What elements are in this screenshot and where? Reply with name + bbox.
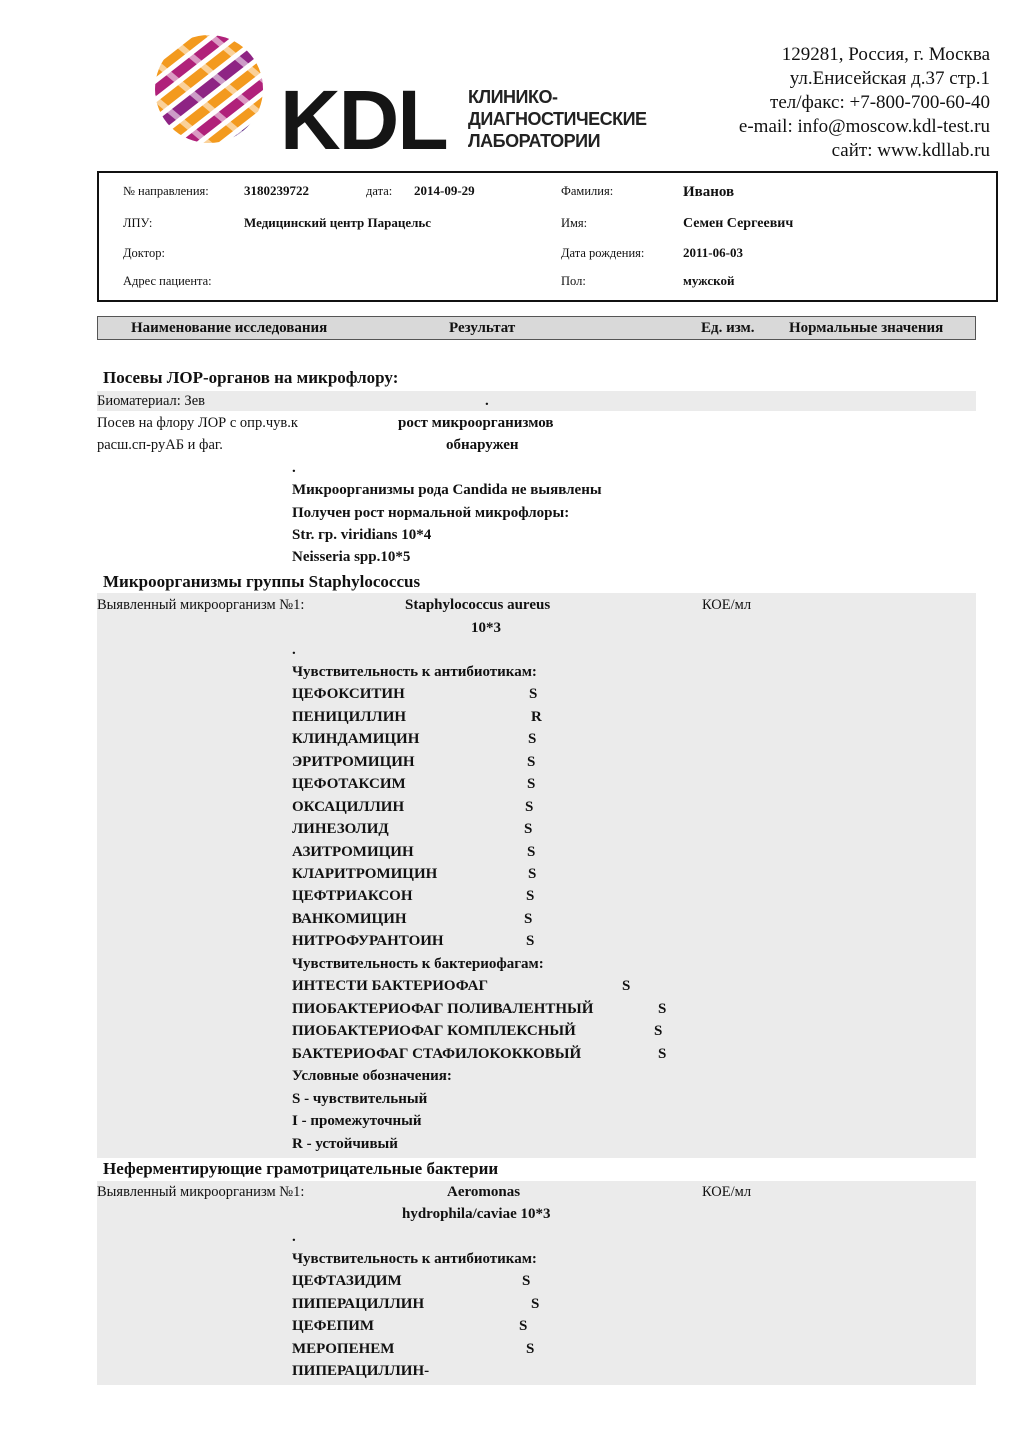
- staph-organism-label: Выявленный микроорганизм №1:: [97, 597, 305, 613]
- phage-name: ПИОБАКТЕРИОФАГ ПОЛИВАЛЕНТНЫЙ: [292, 1001, 594, 1017]
- aeromonas-organism-line-2: hydrophila/caviae 10*3: [402, 1206, 551, 1222]
- antibiotic-name: ПИПЕРАЦИЛЛИН-: [292, 1363, 430, 1379]
- patient-info-box: [97, 171, 998, 302]
- section-title-lor: Посевы ЛОР-органов на микрофлору:: [103, 368, 399, 387]
- birth-label: Дата рождения:: [561, 246, 645, 260]
- sex-value: мужской: [683, 273, 735, 288]
- antibiotic-value: S: [528, 731, 537, 747]
- test-result-line-1: рост микроорганизмов: [398, 415, 554, 431]
- logo-subtitle-2: ДИАГНОСТИЧЕСКИЕ: [468, 109, 647, 129]
- kdl-logo-icon: [154, 34, 264, 144]
- staph-organism-line-1: Staphylococcus aureus: [405, 597, 551, 613]
- section1-line: Микроорганизмы рода Candida не выявлены: [292, 482, 602, 498]
- antibiotic-name: НИТРОФУРАНТОИН: [292, 933, 444, 949]
- antibiotic-value: R: [531, 709, 542, 725]
- logo-brand: KDL: [280, 73, 447, 167]
- antibiotic-name: ОКСАЦИЛЛИН: [292, 799, 405, 815]
- surname-label: Фамилия:: [561, 184, 614, 198]
- logo-subtitle-3: ЛАБОРАТОРИИ: [468, 131, 601, 151]
- antibiotic-name: КЛИНДАМИЦИН: [292, 731, 420, 747]
- logo-subtitle-1: КЛИНИКО-: [468, 87, 558, 107]
- phage-value: S: [658, 1001, 667, 1017]
- antibiotic-name: ЦЕФОКСИТИН: [292, 686, 405, 702]
- antibiotic-name: ПИПЕРАЦИЛЛИН: [292, 1296, 425, 1312]
- antibiotic-name: ЦЕФОТАКСИМ: [292, 776, 406, 792]
- antibiotic-value: S: [526, 933, 535, 949]
- antibiotic-value: S: [524, 911, 533, 927]
- antibiotic-value: S: [528, 866, 537, 882]
- address-line-2: ул.Енисейская д.37 стр.1: [789, 68, 990, 89]
- surname-value: Иванов: [683, 184, 735, 200]
- antibiotic-value: S: [524, 821, 533, 837]
- staph-antibiotics-title: Чувствительность к антибиотикам:: [292, 664, 537, 680]
- phage-value: S: [654, 1023, 663, 1039]
- antibiotic-name: МЕРОПЕНЕМ: [292, 1341, 395, 1357]
- header-result: Результат: [449, 320, 516, 336]
- legend-title: Условные обозначения:: [292, 1068, 452, 1084]
- biomaterial-row-bg: [97, 391, 976, 411]
- antibiotic-name: ПЕНИЦИЛЛИН: [292, 709, 407, 725]
- section1-dot: .: [292, 460, 296, 476]
- antibiotic-value: S: [526, 1341, 535, 1357]
- sex-label: Пол:: [561, 274, 586, 288]
- address-phone: тел/факс: +7-800-700-60-40: [770, 92, 990, 113]
- section-title-nonfermenting: Неферментирующие грамотрицательные бактерии: [103, 1159, 499, 1178]
- lpu-label: ЛПУ:: [123, 216, 153, 230]
- lpu-value: Медицинский центр Парацельс: [244, 215, 432, 230]
- antibiotic-name: ЦЕФТРИАКСОН: [292, 888, 413, 904]
- antibiotic-value: S: [529, 686, 538, 702]
- staph-organism-line-2: 10*3: [471, 620, 501, 636]
- phage-value: S: [622, 978, 631, 994]
- antibiotic-value: S: [525, 799, 534, 815]
- results-table-header: [97, 316, 976, 340]
- header-unit: Ед. изм.: [701, 320, 755, 336]
- phage-name: ИНТЕСТИ БАКТЕРИОФАГ: [292, 978, 489, 994]
- section-title-staphylococcus: Микроорганизмы группы Staphylococcus: [103, 572, 421, 591]
- aeromonas-antibiotics-title: Чувствительность к антибиотикам:: [292, 1251, 537, 1267]
- staph-dot: .: [292, 642, 296, 658]
- referral-label: № направления:: [123, 184, 209, 198]
- antibiotic-value: S: [522, 1273, 531, 1289]
- antibiotic-value: S: [531, 1296, 540, 1312]
- antibiotic-value: S: [527, 754, 536, 770]
- staph-unit: КОЕ/мл: [702, 597, 752, 613]
- staph-phages-title: Чувствительность к бактериофагам:: [292, 956, 544, 972]
- aeromonas-organism-label: Выявленный микроорганизм №1:: [97, 1184, 305, 1200]
- antibiotic-value: S: [527, 776, 536, 792]
- biomaterial-label: Биоматериал: Зев: [97, 393, 205, 409]
- date-value: 2014-09-29: [414, 183, 475, 198]
- name-value: Семен Сергеевич: [683, 216, 794, 231]
- section1-line: Neisseria spp.10*5: [292, 549, 411, 565]
- patient-address-label: Адрес пациента:: [123, 274, 212, 288]
- antibiotic-value: S: [519, 1318, 528, 1334]
- test-name-line-2: расш.сп-руАБ и фаг.: [97, 437, 223, 453]
- header-name: Наименование исследования: [131, 320, 328, 336]
- antibiotic-name: АЗИТРОМИЦИН: [292, 844, 414, 860]
- aeromonas-organism-line-1: Aeromonas: [447, 1184, 521, 1200]
- aeromonas-unit: КОЕ/мл: [702, 1184, 752, 1200]
- referral-value: 3180239722: [244, 183, 309, 198]
- phage-value: S: [658, 1046, 667, 1062]
- antibiotic-name: КЛАРИТРОМИЦИН: [292, 866, 438, 882]
- phage-name: БАКТЕРИОФАГ СТАФИЛОКОККОВЫЙ: [292, 1046, 582, 1062]
- address-email: e-mail: info@moscow.kdl-test.ru: [738, 116, 990, 137]
- name-label: Имя:: [561, 216, 588, 230]
- biomaterial-dot: .: [485, 393, 489, 409]
- section1-line: Получен рост нормальной микрофлоры:: [292, 505, 570, 521]
- section1-line: Str. гр. viridians 10*4: [292, 527, 432, 543]
- address-site: сайт: www.kdllab.ru: [831, 140, 990, 161]
- antibiotic-name: ЛИНЕЗОЛИД: [292, 821, 389, 837]
- birth-value: 2011-06-03: [683, 245, 743, 260]
- test-name-line-1: Посев на флору ЛОР с опр.чув.к: [97, 415, 298, 431]
- date-label: дата:: [366, 184, 393, 198]
- test-result-line-2: обнаружен: [446, 437, 519, 453]
- antibiotic-name: ЭРИТРОМИЦИН: [292, 754, 415, 770]
- antibiotic-value: S: [526, 888, 535, 904]
- address-line-1: 129281, Россия, г. Москва: [781, 44, 990, 65]
- antibiotic-name: ЦЕФЕПИМ: [292, 1318, 375, 1334]
- phage-name: ПИОБАКТЕРИОФАГ КОМПЛЕКСНЫЙ: [292, 1023, 576, 1039]
- antibiotic-name: ВАНКОМИЦИН: [292, 911, 407, 927]
- legend-item: S - чувствительный: [292, 1091, 428, 1107]
- header-norm: Нормальные значения: [789, 320, 944, 336]
- legend-item: I - промежуточный: [292, 1113, 422, 1129]
- aeromonas-dot: .: [292, 1229, 296, 1245]
- doctor-label: Доктор:: [123, 246, 165, 260]
- legend-item: R - устойчивый: [292, 1136, 398, 1152]
- antibiotic-value: S: [527, 844, 536, 860]
- antibiotic-name: ЦЕФТАЗИДИМ: [292, 1273, 402, 1289]
